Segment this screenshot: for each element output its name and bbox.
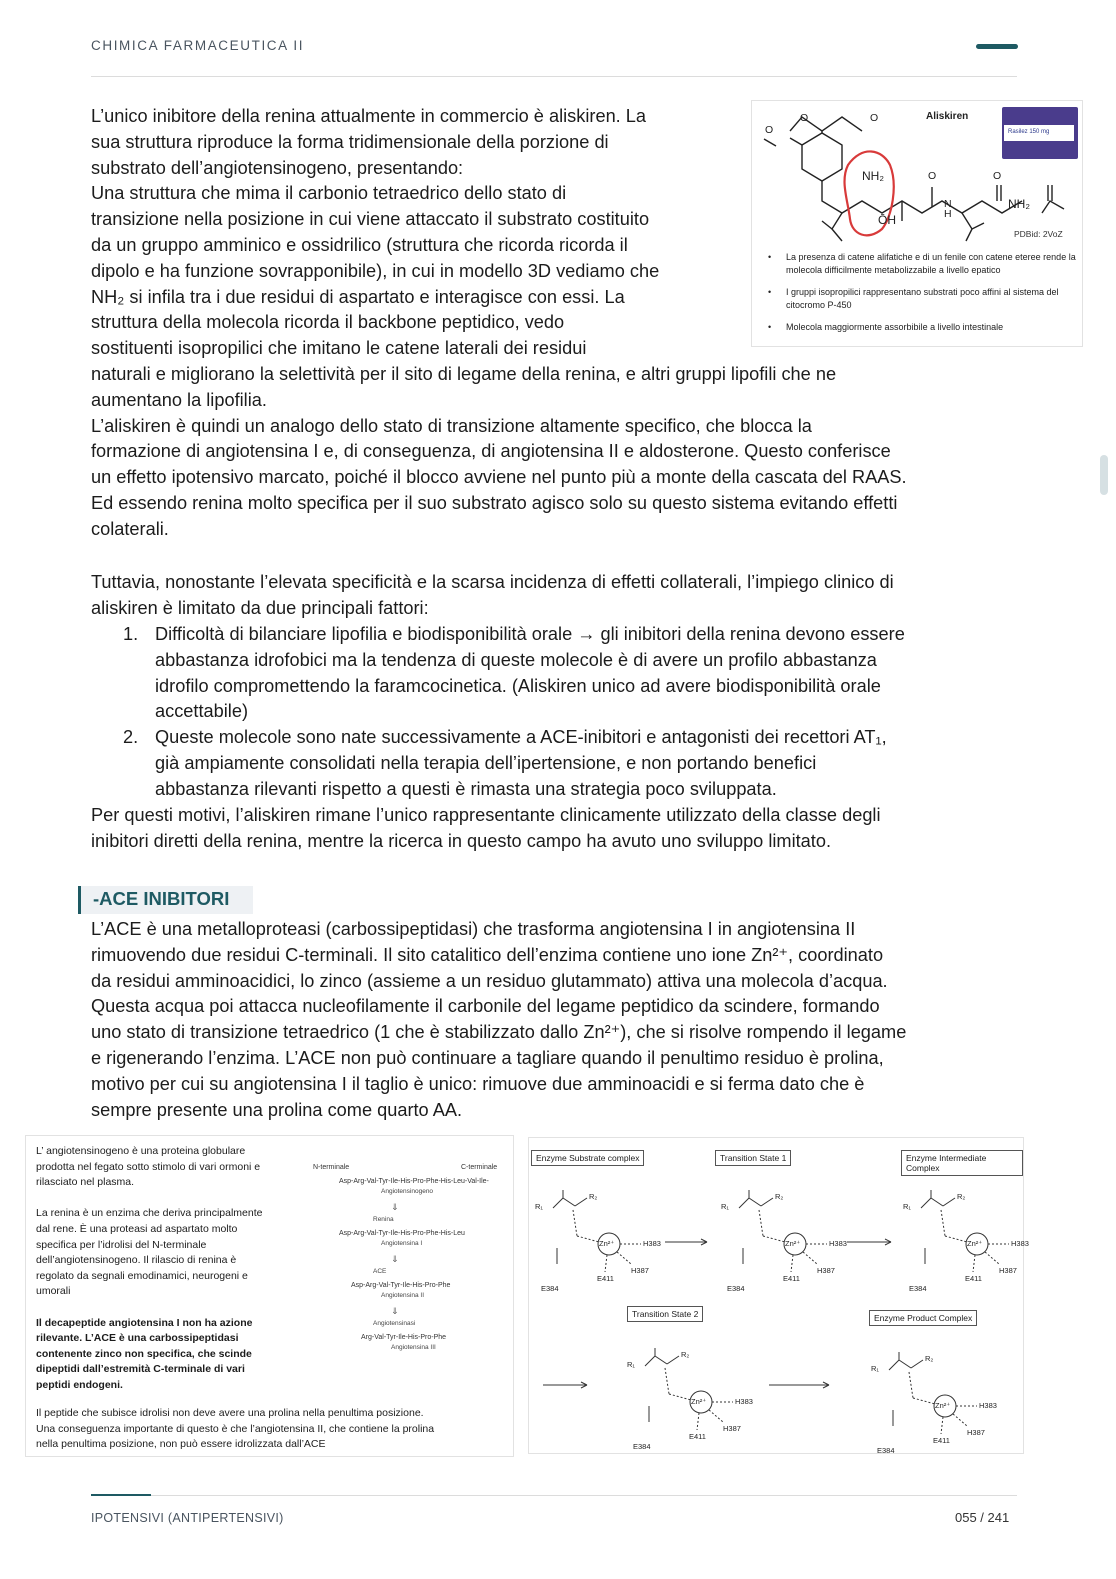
bond-line bbox=[669, 1394, 691, 1400]
residue-h387: H387 bbox=[817, 1266, 835, 1275]
r2-label: R₂ bbox=[957, 1192, 966, 1201]
list-line: già ampiamente consolidati nella terapia dell’ipertensione, e non portando benefici bbox=[155, 752, 817, 773]
text-line: colaterali. bbox=[91, 518, 169, 539]
residue-e384: E384 bbox=[877, 1446, 895, 1455]
bullet-text: Molecola maggiormente assorbibile a livello intestinale bbox=[786, 322, 1004, 332]
bond-line bbox=[791, 1255, 793, 1272]
zinc-label: Zn²⁺ bbox=[785, 1239, 801, 1248]
header-divider bbox=[91, 76, 1017, 77]
bond-line bbox=[973, 1255, 975, 1272]
arrow-down-icon: ⇓ bbox=[391, 1202, 399, 1212]
bond-line bbox=[953, 1414, 967, 1426]
text-line: naturali e migliorano la selettività per il sito di legame della renina, e altri gruppi lipofili che ne bbox=[91, 364, 837, 384]
header-accent-bar bbox=[976, 44, 1018, 49]
atom-o-5: O bbox=[993, 170, 1002, 182]
peptide-sequence: Asp-Arg-Val-Tyr-Ile-His-Pro-Phe bbox=[351, 1282, 451, 1289]
bond-line bbox=[941, 1210, 945, 1236]
residue-h383: H383 bbox=[829, 1239, 847, 1248]
r2-label: R₂ bbox=[775, 1192, 784, 1201]
section-heading-ace bbox=[78, 886, 253, 914]
text-line: transizione nella posizione in cui viene attaccato il substrato costituito bbox=[91, 209, 650, 230]
raas-line: prodotta nel fegato sotto stimolo di vari ormoni e bbox=[36, 1160, 261, 1173]
text-line: da residui amminoacidici, lo zinco (assieme a un residuo glutammato) attiva una molecola d’acqua. bbox=[91, 970, 888, 991]
ace-paragraph bbox=[91, 917, 1021, 1123]
residue-h387: H387 bbox=[967, 1428, 985, 1437]
residue-e411: E411 bbox=[783, 1274, 800, 1283]
bond-line bbox=[945, 1236, 967, 1242]
r1-label: R₁ bbox=[871, 1364, 879, 1373]
residue-e411: E411 bbox=[689, 1432, 706, 1441]
r2-label: R₂ bbox=[925, 1354, 934, 1363]
bond-line bbox=[941, 1417, 943, 1434]
stage-label: Transition State 1 bbox=[715, 1150, 791, 1166]
text-line: Tuttavia, nonostante l’elevata specificità e la scarsa incidenza di effetti collaterali, l’impiego clinico di bbox=[91, 572, 894, 592]
peptide-name: Angiotensina II bbox=[381, 1292, 425, 1299]
residue-e384: E384 bbox=[541, 1284, 559, 1293]
peptide-sequence: Arg-Val-Tyr-Ile-His-Pro-Phe bbox=[361, 1334, 447, 1341]
r1-label: R₁ bbox=[721, 1202, 729, 1211]
text-line: L’aliskiren è quindi un analogo dello stato di transizione altamente specifico, che blocca la bbox=[91, 415, 812, 436]
stage-label: Enzyme Product Complex bbox=[869, 1310, 977, 1326]
text-line: inibitori diretti della renina, mentre la ricerca in questo campo ha avuto uno sviluppo limitato. bbox=[91, 830, 832, 851]
list-line: accettabile) bbox=[155, 701, 249, 722]
text-line: motivo per cui su angiotensina I il taglio è unico: rimuove due amminoacidi e si ferma dato che è bbox=[91, 1073, 865, 1094]
residue-e384: E384 bbox=[633, 1442, 651, 1451]
peptide-name: Angiotensinogeno bbox=[381, 1188, 434, 1195]
r2-label: R₂ bbox=[681, 1350, 690, 1359]
bond-line bbox=[985, 1252, 999, 1264]
atom-nh2-end: NH₂ bbox=[1008, 197, 1030, 211]
list-number: 1. bbox=[123, 624, 139, 644]
atom-o-3: O bbox=[870, 112, 879, 124]
list-number: 2. bbox=[123, 727, 139, 748]
bond-line bbox=[911, 1360, 923, 1368]
list-line: idrofilo compromettendo la faramcocinetica. (Aliskiren unico ad avere biodisponibilità orale bbox=[155, 675, 881, 696]
bond-line bbox=[913, 1398, 935, 1404]
bond-line bbox=[749, 1198, 761, 1206]
stage-label: Enzyme Intermediate Complex bbox=[901, 1150, 1023, 1176]
bond-line bbox=[645, 1356, 655, 1366]
residue-h387: H387 bbox=[631, 1266, 649, 1275]
text-line: e rigenerando l’enzima. L’ACE non può continuare a tagliare quando il penultimo residuo è prolina, bbox=[91, 1047, 884, 1068]
bond-line bbox=[667, 1356, 679, 1364]
raas-bottom-note bbox=[36, 1406, 511, 1453]
raas-bottom-line: Il peptide che subisce idrolisi non deve avere una prolina nella penultima posizione. bbox=[36, 1407, 424, 1419]
text-line: substrato dell’angiotensinogeno, presentando: bbox=[91, 157, 464, 178]
pdb-id: PDBid: 2VoZ bbox=[1014, 229, 1063, 239]
raas-line: regolato da segnali emodinamici, neurogeni e bbox=[36, 1269, 248, 1282]
residue-h387: H387 bbox=[999, 1266, 1017, 1275]
limitations-paragraph bbox=[91, 570, 1021, 622]
text-line: aumentano la lipofilia. bbox=[91, 389, 267, 410]
zinc-label: Zn²⁺ bbox=[967, 1239, 983, 1248]
header-title: CHIMICA FARMACEUTICA II bbox=[91, 38, 305, 53]
list-line: Queste molecole sono nate successivamente a ACE-inibitori e antagonisti dei recettori AT₁, bbox=[155, 727, 887, 748]
bond-line bbox=[665, 1368, 669, 1394]
aliskiren-figure bbox=[751, 100, 1083, 347]
footer-divider bbox=[91, 1495, 1017, 1496]
aliskiren-paragraph bbox=[91, 362, 1021, 543]
stage-label: Transition State 2 bbox=[627, 1306, 703, 1322]
limitations-list bbox=[91, 622, 1021, 803]
raas-line: dal rene. È una proteasi ad aspartato molto bbox=[36, 1222, 238, 1235]
text-line: formazione di angiotensina I e, di conseguenza, di angiotensina II e aldosterone. Questo conferisce bbox=[91, 441, 891, 462]
side-scroll-tab[interactable] bbox=[1100, 455, 1108, 495]
raas-line: contenente zinco non specifica, che scinde bbox=[36, 1347, 252, 1360]
raas-line: L’ angiotensinogeno è una proteina globulare bbox=[36, 1145, 246, 1157]
text-line: NH₂ si infila tra i due residui di aspartato e interagisce con essi. La bbox=[91, 286, 625, 307]
atom-o-2: O bbox=[800, 112, 809, 124]
raas-line: rilevante. L’ACE è una carbossipeptidasi bbox=[36, 1332, 239, 1345]
atom-h: H bbox=[944, 208, 952, 220]
text-line: Ed essendo renina molto specifica per il suo substrato agisco solo su questo sistema evitando effetti bbox=[91, 492, 898, 513]
bond-line bbox=[931, 1198, 943, 1206]
bond-line bbox=[899, 1360, 911, 1368]
raas-line bbox=[36, 1191, 308, 1207]
raas-description bbox=[36, 1144, 308, 1394]
bond-line bbox=[759, 1210, 763, 1236]
rasilez-box-image bbox=[1002, 107, 1078, 159]
peptide-name: Angiotensina III bbox=[391, 1344, 436, 1351]
text-line: da un gruppo amminico e ossidrilico (struttura che ricorda ricorda il bbox=[91, 234, 628, 255]
list-item bbox=[91, 725, 1021, 802]
text-line: sua struttura riproduce la forma tridimensionale della porzione di bbox=[91, 131, 609, 152]
residue-e384: E384 bbox=[909, 1284, 927, 1293]
r1-label: R₁ bbox=[627, 1360, 635, 1369]
text-line: aliskiren è limitato da due principali fattori: bbox=[91, 597, 429, 618]
raas-line: dipeptidi dall’estremità C-terminale di vari bbox=[36, 1363, 245, 1376]
bond-line bbox=[889, 1360, 899, 1370]
r1-label: R₁ bbox=[535, 1202, 543, 1211]
residue-e411: E411 bbox=[965, 1274, 982, 1283]
zinc-label: Zn²⁺ bbox=[691, 1397, 707, 1406]
text-line: L’unico inibitore della renina attualmente in commercio è aliskiren. La bbox=[91, 106, 647, 126]
footer-accent-bar bbox=[91, 1494, 151, 1496]
text-line: rimuovendo due residui C-terminali. Il sito catalitico dell’enzima contiene uno ione Zn²⁺, coordinato bbox=[91, 944, 884, 965]
intro-paragraph bbox=[91, 104, 741, 362]
ace-mechanism-figure bbox=[528, 1137, 1029, 1455]
peptide-name: Angiotensina I bbox=[381, 1240, 423, 1247]
residue-e411: E411 bbox=[597, 1274, 614, 1283]
bond-line bbox=[573, 1210, 577, 1236]
bond-line bbox=[575, 1198, 587, 1206]
enzyme-label: Angiotensinasi bbox=[373, 1320, 416, 1327]
list-line: abbastanza idrofobici ma la tendenza di queste molecole è di avere un profilo abbastanza bbox=[155, 649, 877, 670]
bond-line bbox=[697, 1413, 699, 1430]
atom-oh: ŌH bbox=[878, 213, 896, 227]
bond-line bbox=[943, 1198, 955, 1206]
raas-line: rilasciato nel plasma. bbox=[36, 1176, 135, 1189]
bullet-icon: • bbox=[768, 287, 772, 297]
atom-n: N bbox=[944, 198, 952, 210]
raas-line: peptidi endogeni. bbox=[36, 1378, 123, 1391]
section-heading-text: -ACE INIBITORI bbox=[93, 888, 230, 909]
bond-line bbox=[563, 1198, 575, 1206]
bond-line bbox=[553, 1198, 563, 1208]
residue-e411: E411 bbox=[933, 1436, 950, 1445]
r2-label: R₂ bbox=[589, 1192, 598, 1201]
residue-h383: H383 bbox=[735, 1397, 753, 1406]
atom-o-4: O bbox=[928, 170, 937, 182]
text-line: sempre presente una prolina come quarto AA. bbox=[91, 1099, 463, 1120]
bond-line bbox=[763, 1236, 785, 1242]
rasilez-label: Rasilez 150 mg bbox=[1008, 129, 1050, 135]
c-terminal-label: C-terminale bbox=[461, 1164, 498, 1171]
residue-h383: H383 bbox=[643, 1239, 661, 1248]
bond-line bbox=[655, 1356, 667, 1364]
residue-h383: H383 bbox=[1011, 1239, 1029, 1248]
list-item bbox=[91, 622, 1021, 725]
bullet-icon: • bbox=[768, 322, 772, 332]
footer-section: IPOTENSIVI (ANTIPERTENSIVI) bbox=[91, 1511, 284, 1525]
arrow-down-icon: ⇓ bbox=[391, 1254, 399, 1264]
arrow-down-icon: ⇓ bbox=[391, 1306, 399, 1316]
text-line: dipolo e ha funzione sovrapponibile), in cui in modello 3D vediamo che bbox=[91, 260, 660, 281]
bond-line bbox=[803, 1252, 817, 1264]
stage-label: Enzyme Substrate complex bbox=[531, 1150, 644, 1166]
bond-line bbox=[605, 1255, 607, 1272]
list-line: abbastanza rilevanti rispetto a questi è rimasta una strategia poco sviluppata. bbox=[155, 778, 777, 799]
aliskiren-title: Aliskiren bbox=[926, 111, 969, 122]
bond-line bbox=[761, 1198, 773, 1206]
bullet-text: I gruppi isopropilici rappresentano substrati poco affini al sistema del citocromo P-450 bbox=[786, 287, 1059, 310]
aliskiren-bullet bbox=[764, 286, 1076, 312]
raas-line bbox=[36, 1300, 308, 1316]
text-line: Questa acqua poi attacca nucleofilamente il carbonile del legame peptidico da scindere, formando bbox=[91, 996, 880, 1017]
bond-line bbox=[709, 1410, 723, 1422]
page-number: 055 / 241 bbox=[955, 1510, 1010, 1525]
enzyme-label: Renina bbox=[373, 1216, 394, 1223]
peptide-sequence: Asp-Arg-Val-Tyr-Ile-His-Pro-Phe-His-Leu-Val-Ile- bbox=[339, 1178, 489, 1185]
raas-line: Il decapeptide angiotensina I non ha azione bbox=[36, 1316, 253, 1329]
aliskiren-bullet bbox=[764, 321, 1076, 334]
residue-h387: H387 bbox=[723, 1424, 741, 1433]
zinc-label: Zn²⁺ bbox=[599, 1239, 615, 1248]
text-line: uno stato di transizione tetraedrico (1 che è stabilizzato dallo Zn²⁺), che si risolve rompendo il legame bbox=[91, 1022, 907, 1043]
atom-nh2: NH₂ bbox=[862, 169, 884, 183]
list-line: Difficoltà di bilanciare lipofilia e biodisponibilità orale → gli inibitori della renina devono essere bbox=[155, 624, 905, 644]
text-line: un effetto ipotensivo marcato, poiché il blocco avviene nel punto più a monte della cascata del RAAS. bbox=[91, 467, 907, 488]
raas-line: dell’angiotensinogeno. Il rilascio di renina è bbox=[36, 1254, 237, 1267]
raas-line: specifica per l’idrolisi del N-terminale bbox=[36, 1238, 207, 1251]
bond-line bbox=[739, 1198, 749, 1208]
bond-line bbox=[617, 1252, 631, 1264]
conclusion-paragraph bbox=[91, 803, 1021, 855]
aliskiren-notes bbox=[764, 251, 1076, 343]
residue-h383: H383 bbox=[979, 1401, 997, 1410]
raas-line: La renina è un enzima che deriva principalmente bbox=[36, 1207, 263, 1220]
bond-line bbox=[577, 1236, 599, 1242]
bond-line bbox=[909, 1372, 913, 1398]
bond-line bbox=[921, 1198, 931, 1208]
enzyme-label: ACE bbox=[373, 1268, 387, 1275]
text-line: Una struttura che mima il carbonio tetraedrico dello stato di bbox=[91, 183, 567, 204]
aliskiren-bullet bbox=[764, 251, 1076, 277]
raas-bottom-line: Una conseguenza importante di questo è che l’angiotensina II, che contiene la prolina bbox=[36, 1422, 435, 1435]
text-line: struttura della molecola ricorda il backbone peptidico, vedo bbox=[91, 312, 565, 333]
raas-line: umorali bbox=[36, 1285, 71, 1298]
text-line: sostituenti isopropilici che imitano le catene laterali dei residui bbox=[91, 338, 587, 359]
r1-label: R₁ bbox=[903, 1202, 911, 1211]
bullet-icon: • bbox=[768, 252, 772, 262]
raas-cascade bbox=[311, 1164, 511, 1414]
peptide-sequence: Asp-Arg-Val-Tyr-Ile-His-Pro-Phe-His-Leu bbox=[339, 1230, 465, 1237]
bullet-text: La presenza di catene alifatiche e di un fenile con catene eteree rende la molecola difficilmente metabolizzabile a livello epatico bbox=[786, 252, 1076, 275]
zinc-label: Zn²⁺ bbox=[935, 1401, 951, 1410]
residue-e384: E384 bbox=[727, 1284, 745, 1293]
text-line: Per questi motivi, l’aliskiren rimane l’unico rappresentante clinicamente utilizzato della classe degli bbox=[91, 805, 881, 825]
raas-figure bbox=[25, 1135, 514, 1457]
atom-o-1: O bbox=[765, 124, 774, 136]
n-terminal-label: N-terminale bbox=[313, 1164, 350, 1171]
text-line: L’ACE è una metalloproteasi (carbossipeptidasi) che trasforma angiotensina I in angiotensina II bbox=[91, 919, 856, 939]
raas-bottom-line: nella penultima posizione, non può essere idrolizzata dall’ACE bbox=[36, 1438, 326, 1451]
